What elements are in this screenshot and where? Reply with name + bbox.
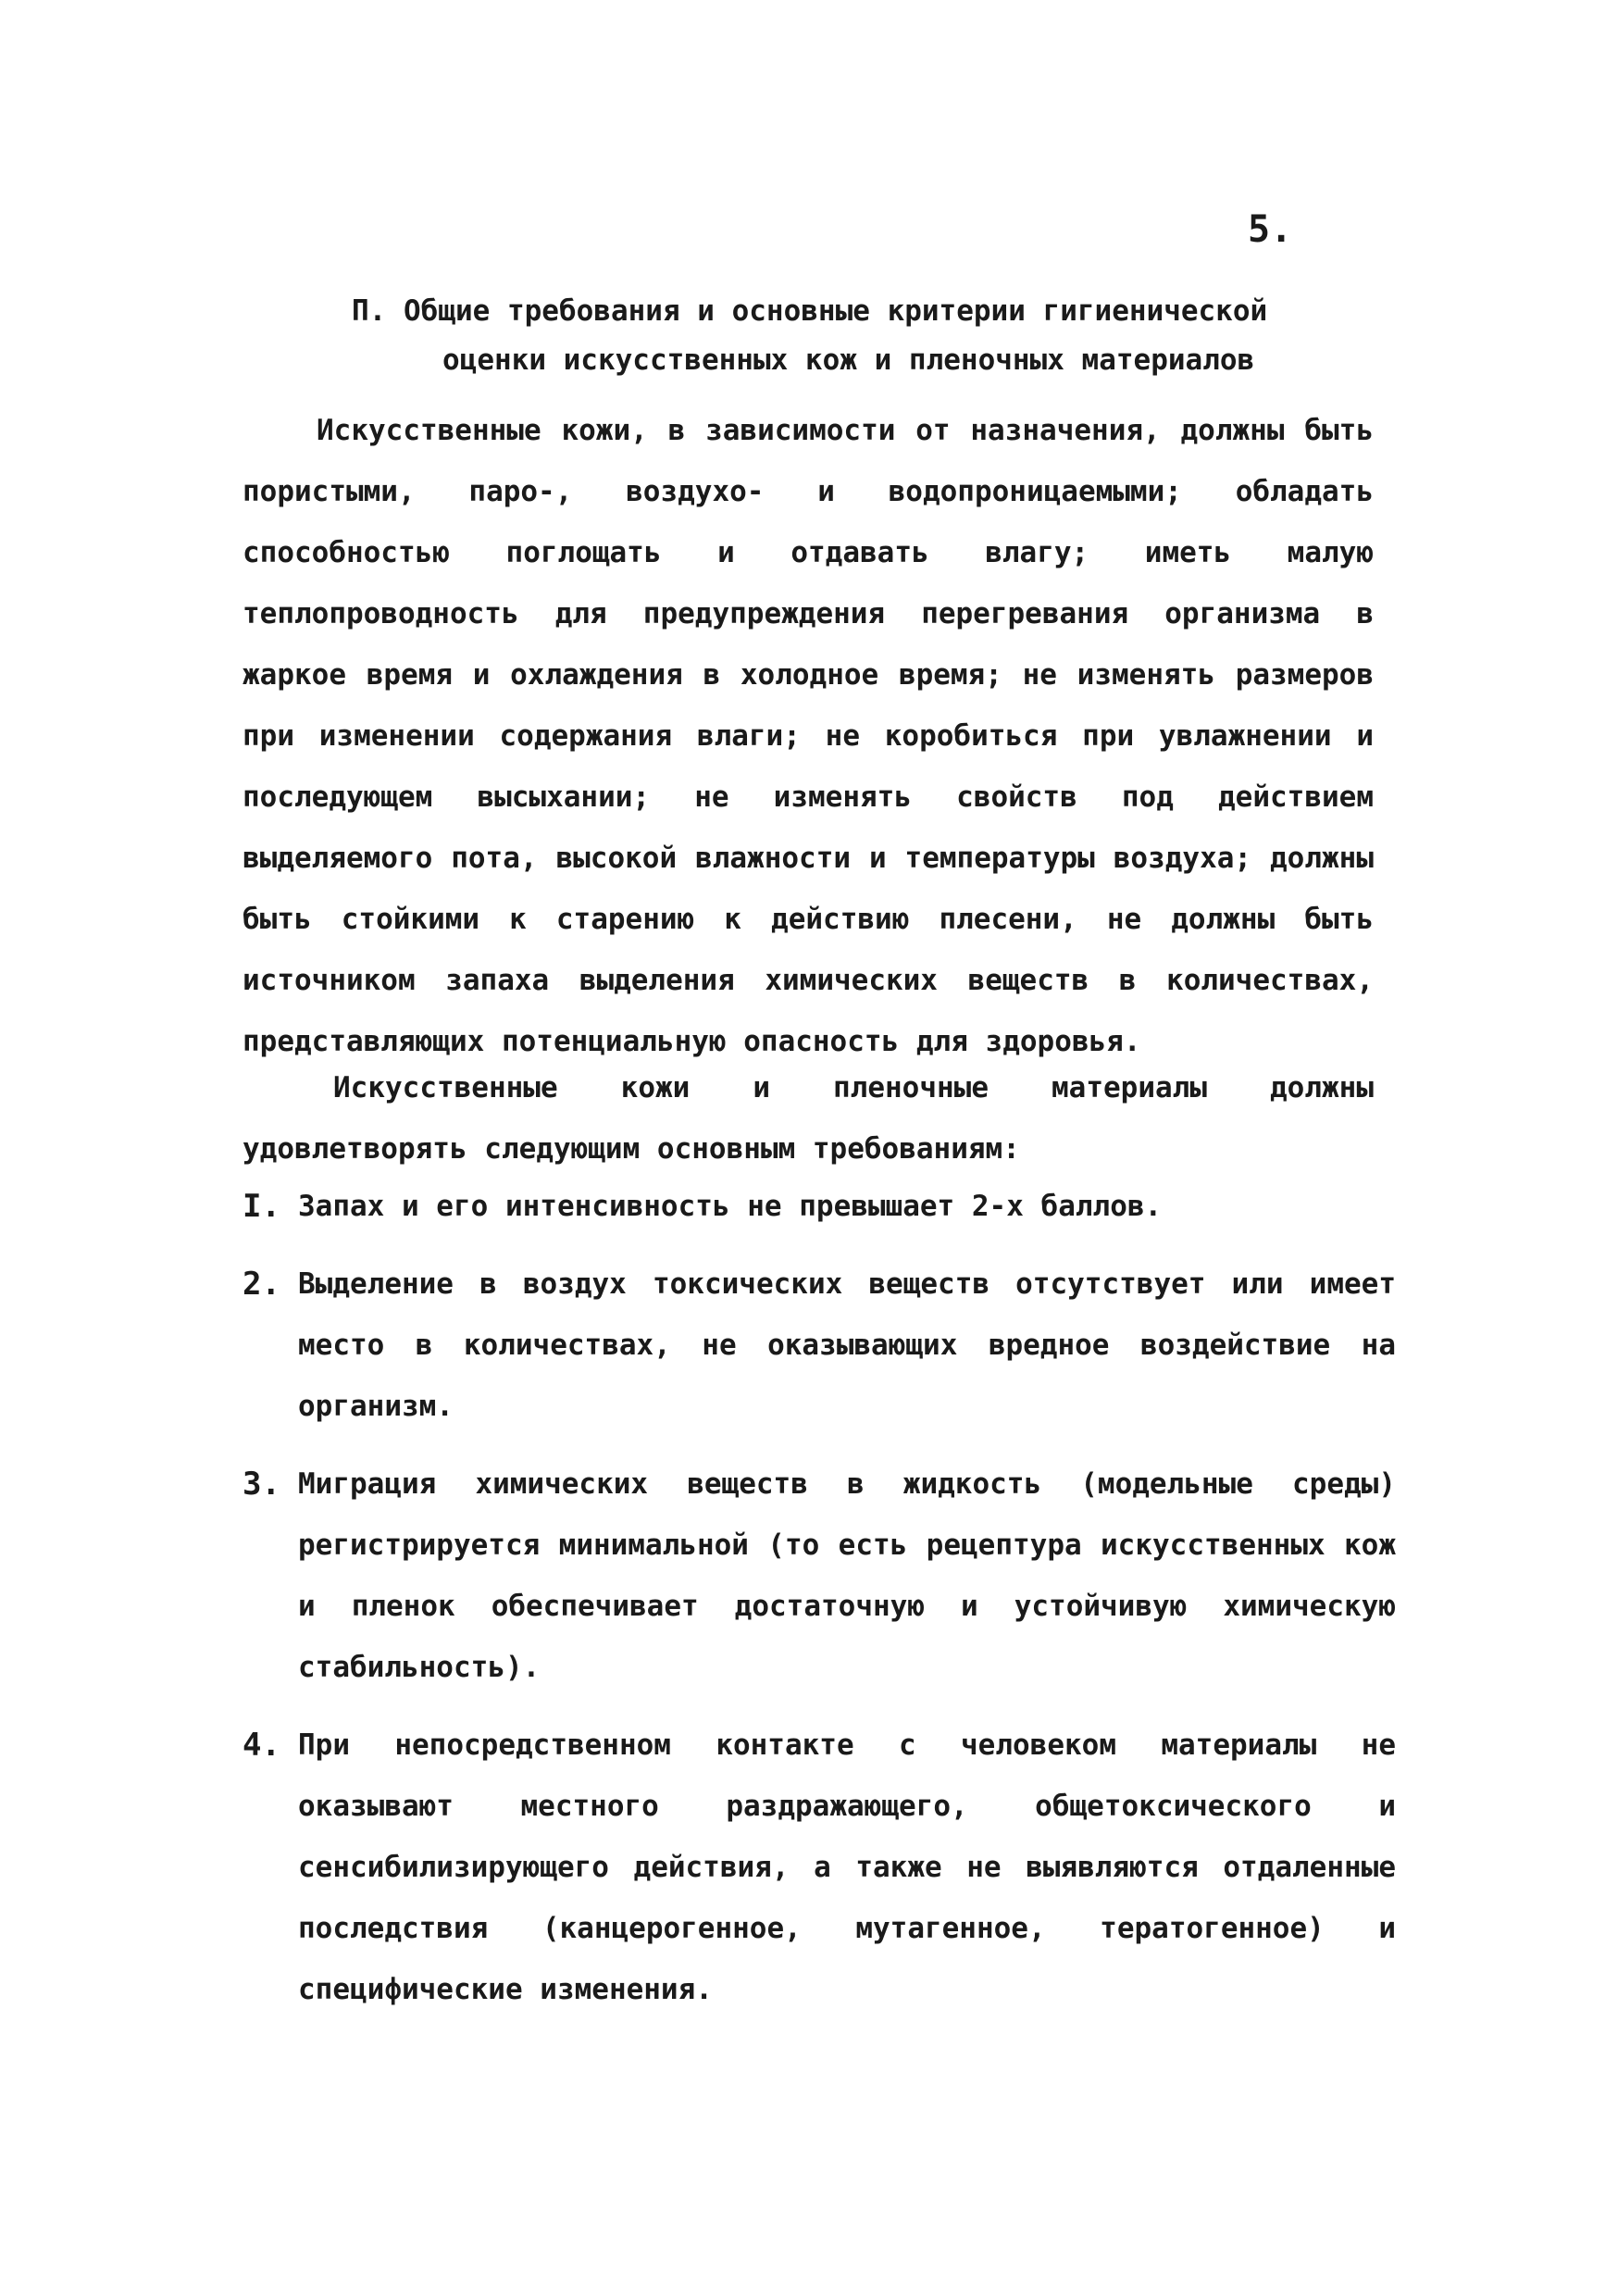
paragraph-properties: Искусственные кожи, в зависимости от назначения, должны быть пористыми, паро-, воздухо- и водопроницаемыми; обладать способностью поглощать и отдавать влагу; иметь малую теплопроводность для предупреждения перегревания организма в жаркое время и охлаждения в холодное время; не изменять размеров при изменении содержания влаги; не коробиться при увлажнении и последующем высыхании; не изменять свойств под действием выделяемого пота, высокой влажности и температуры воздуха; должны быть стойкими к старению к действию плесени, не должны быть источником запаха выделения химических веществ в количествах, представляющих потенциальную опасность для здоровья. (243, 414, 1374, 1058)
requirement-number: 4. (243, 1727, 280, 1764)
requirement-number: I. (243, 1188, 280, 1225)
requirement-text: Выделение в воздух токсических веществ отсутствует или имеет место в количествах, не оказывающих вредное воздействие на организм. (298, 1267, 1396, 1423)
requirement-text: Миграция химических веществ в жидкость (модельные среды) регистрируется минимальной (то есть рецептура искусственных кож и пленок обеспечивает достаточную и устойчивую химическую стабильность). (298, 1467, 1396, 1684)
requirement-text: Запах и его интенсивность не превышает 2-х баллов. (298, 1190, 1163, 1223)
requirements-list (243, 1176, 1396, 2037)
requirement-item (243, 1176, 1396, 1237)
heading-line-1: П. Общие требования и основные критерии гигиенической (352, 294, 1268, 328)
requirement-number: 3. (243, 1466, 280, 1503)
requirement-item (243, 1715, 1396, 2020)
heading-line-2: оценки искусственных кож и пленочных материалов (442, 343, 1255, 377)
paragraph-requirements-intro: Искусственные кожи и пленочные материалы должны удовлетворять следующим основным требованиям: (243, 1071, 1374, 1166)
page-number: 5. (1248, 208, 1293, 251)
requirement-item (243, 1454, 1396, 1698)
requirement-item (243, 1254, 1396, 1437)
requirement-number: 2. (243, 1266, 280, 1303)
section-heading (352, 287, 1416, 385)
requirement-text: При непосредственном контакте с человеком материалы не оказывают местного раздражающего, общетоксического и сенсибилизирующего действия, а также не выявляются отдаленные последствия (канцерогенное, мутагенное, тератогенное) и специфические изменения. (298, 1728, 1396, 2006)
